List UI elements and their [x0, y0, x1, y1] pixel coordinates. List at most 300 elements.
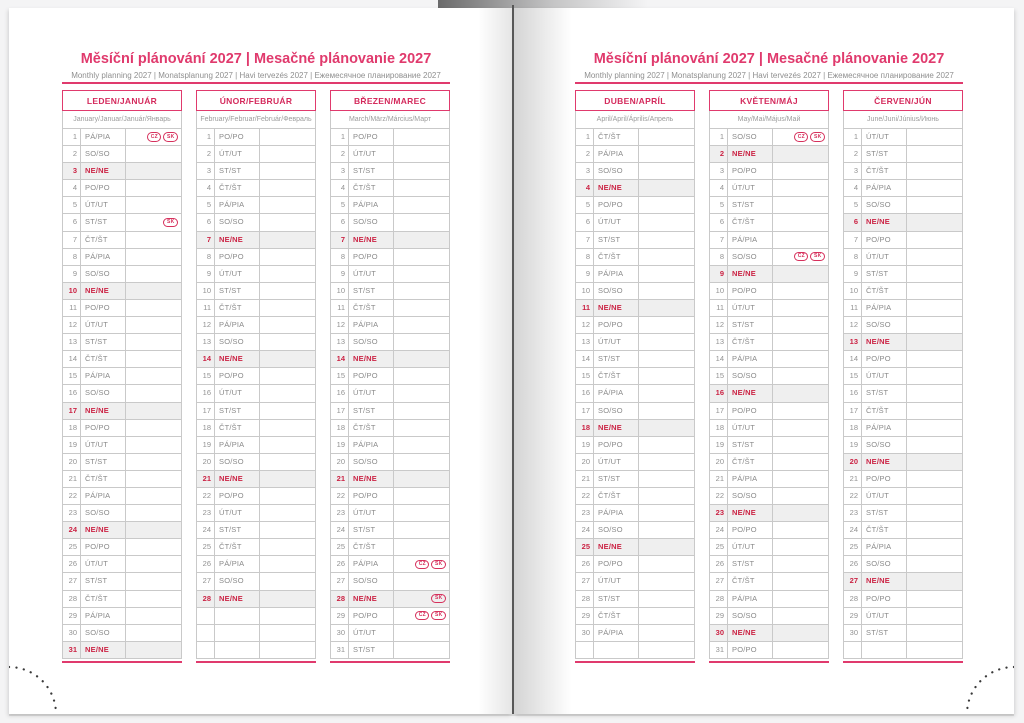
day-number: 10	[331, 283, 349, 299]
day-number: 8	[331, 249, 349, 265]
day-number: 30	[576, 625, 594, 641]
calendar-row	[63, 214, 181, 231]
day-number: 13	[331, 334, 349, 350]
day-abbrev: NE/NE	[81, 403, 126, 419]
day-abbrev: PO/PO	[728, 642, 773, 658]
day-number: 23	[844, 505, 862, 521]
calendar-row	[331, 214, 449, 231]
notes-cell	[907, 146, 962, 162]
day-abbrev: PO/PO	[728, 522, 773, 538]
day-number: 2	[844, 146, 862, 162]
notes-cell	[126, 163, 181, 179]
holiday-badge-sk: SK	[810, 252, 825, 262]
calendar-row	[331, 146, 449, 163]
month-header: ÚNOR/FEBRUÁR	[196, 90, 316, 111]
notes-cell	[639, 403, 694, 419]
notes-cell	[394, 300, 449, 316]
notes-cell	[394, 608, 449, 624]
day-abbrev: NE/NE	[594, 180, 639, 196]
day-number: 25	[331, 539, 349, 555]
day-abbrev: NE/NE	[81, 642, 126, 658]
day-number: 16	[576, 385, 594, 401]
notes-cell	[639, 334, 694, 350]
calendar-row	[576, 283, 694, 300]
day-abbrev: SO/SO	[862, 317, 907, 333]
notes-cell	[639, 642, 694, 658]
day-number: 2	[63, 146, 81, 162]
holiday-badge-sk: SK	[163, 132, 178, 142]
calendar-row	[576, 317, 694, 334]
day-number: 29	[63, 608, 81, 624]
day-number: 29	[331, 608, 349, 624]
notes-cell	[394, 573, 449, 589]
notes-cell	[639, 556, 694, 572]
calendar-row	[331, 197, 449, 214]
day-abbrev	[862, 642, 907, 658]
notes-cell	[907, 300, 962, 316]
day-abbrev: ČT/ŠT	[862, 403, 907, 419]
notes-cell	[773, 146, 828, 162]
day-abbrev: NE/NE	[594, 539, 639, 555]
day-number: 5	[197, 197, 215, 213]
calendar-row	[197, 129, 315, 146]
day-number: 18	[844, 420, 862, 436]
calendar-row	[844, 368, 962, 385]
day-number: 6	[63, 214, 81, 230]
calendar-row	[710, 317, 828, 334]
notes-cell	[773, 591, 828, 607]
notes-cell	[126, 334, 181, 350]
day-abbrev: NE/NE	[215, 591, 260, 607]
day-number: 20	[576, 454, 594, 470]
calendar-row	[197, 385, 315, 402]
day-abbrev: NE/NE	[81, 283, 126, 299]
day-number: 30	[331, 625, 349, 641]
page-title: Měsíční plánování 2027 | Mesačné plánovanie 2027	[593, 51, 945, 67]
day-number: 1	[710, 129, 728, 145]
notes-cell	[907, 437, 962, 453]
day-number: 20	[63, 454, 81, 470]
calendar-row	[63, 129, 181, 146]
day-number: 4	[331, 180, 349, 196]
day-abbrev: ÚT/UT	[862, 608, 907, 624]
day-number: 29	[844, 608, 862, 624]
notes-cell	[773, 573, 828, 589]
calendar-row-blank	[844, 642, 962, 659]
notes-cell	[394, 266, 449, 282]
notes-cell	[639, 420, 694, 436]
notes-cell	[907, 488, 962, 504]
day-abbrev: ÚT/UT	[349, 385, 394, 401]
notes-cell	[126, 454, 181, 470]
notes-cell	[126, 608, 181, 624]
day-abbrev: SO/SO	[728, 249, 773, 265]
calendar-row	[63, 197, 181, 214]
day-abbrev: PO/PO	[728, 403, 773, 419]
book-bottom-edge	[9, 714, 1014, 716]
notes-cell	[260, 471, 315, 487]
calendar-row	[576, 591, 694, 608]
day-abbrev: SO/SO	[81, 385, 126, 401]
day-abbrev: SO/SO	[349, 214, 394, 230]
day-abbrev: NE/NE	[728, 146, 773, 162]
day-number: 11	[576, 300, 594, 316]
calendar-row	[576, 471, 694, 488]
calendar-row	[710, 283, 828, 300]
day-abbrev: NE/NE	[728, 625, 773, 641]
holiday-badge-sk: SK	[163, 218, 178, 228]
notes-cell	[260, 351, 315, 367]
notes-cell	[126, 351, 181, 367]
day-number: 7	[710, 232, 728, 248]
day-abbrev: ST/ST	[215, 283, 260, 299]
day-abbrev: PÁ/PIA	[594, 385, 639, 401]
day-abbrev: PÁ/PIA	[862, 420, 907, 436]
day-number: 21	[576, 471, 594, 487]
day-number: 26	[710, 556, 728, 572]
day-abbrev: ST/ST	[81, 334, 126, 350]
notes-cell	[907, 317, 962, 333]
day-abbrev: ÚT/UT	[862, 368, 907, 384]
month-underline	[330, 661, 450, 664]
day-number: 11	[197, 300, 215, 316]
day-abbrev: PO/PO	[81, 300, 126, 316]
notes-cell	[639, 608, 694, 624]
month-table-kveten-maj	[709, 90, 829, 663]
notes-cell	[126, 368, 181, 384]
day-number: 21	[197, 471, 215, 487]
day-number: 26	[576, 556, 594, 572]
day-number: 30	[710, 625, 728, 641]
day-abbrev: PÁ/PIA	[81, 608, 126, 624]
corner-perforation-arc	[9, 654, 69, 714]
day-number: 7	[331, 232, 349, 248]
day-number: 5	[63, 197, 81, 213]
calendar-row	[844, 317, 962, 334]
day-abbrev: ÚT/UT	[349, 505, 394, 521]
notes-cell	[907, 471, 962, 487]
day-abbrev: PÁ/PIA	[215, 556, 260, 572]
day-abbrev: PÁ/PIA	[728, 232, 773, 248]
day-number: 2	[197, 146, 215, 162]
notes-cell	[639, 351, 694, 367]
day-number: 2	[710, 146, 728, 162]
day-abbrev: ÚT/UT	[728, 180, 773, 196]
calendar-row	[844, 385, 962, 402]
day-number: 22	[844, 488, 862, 504]
calendar-row	[576, 420, 694, 437]
day-abbrev: ST/ST	[81, 454, 126, 470]
day-number: 22	[63, 488, 81, 504]
day-abbrev: PÁ/PIA	[862, 180, 907, 196]
calendar-row	[844, 403, 962, 420]
day-number: 28	[331, 591, 349, 607]
day-abbrev: PO/PO	[349, 129, 394, 145]
month-header: DUBEN/APRÍL	[575, 90, 695, 111]
calendar-row	[710, 368, 828, 385]
day-number: 28	[63, 591, 81, 607]
day-number: 1	[844, 129, 862, 145]
day-number: 23	[576, 505, 594, 521]
day-number: 10	[844, 283, 862, 299]
day-number: 28	[844, 591, 862, 607]
day-abbrev: SO/SO	[728, 608, 773, 624]
notes-cell	[126, 197, 181, 213]
notes-cell	[260, 642, 315, 658]
holiday-badge-cz: CZ	[415, 560, 429, 570]
calendar-row	[710, 146, 828, 163]
notes-cell	[639, 317, 694, 333]
month-table-brezen-marec	[330, 90, 450, 663]
day-number: 23	[710, 505, 728, 521]
day-abbrev: PO/PO	[594, 197, 639, 213]
calendar-row	[197, 454, 315, 471]
day-number: 2	[331, 146, 349, 162]
calendar-row	[576, 539, 694, 556]
notes-cell	[907, 522, 962, 538]
day-abbrev: ČT/ŠT	[728, 573, 773, 589]
notes-cell	[907, 249, 962, 265]
notes-cell	[773, 454, 828, 470]
corner-perforation-arc	[954, 654, 1014, 714]
notes-cell	[773, 129, 828, 145]
day-number: 16	[710, 385, 728, 401]
day-abbrev: ÚT/UT	[862, 129, 907, 145]
page-subtitle: Monthly planning 2027 | Monatsplanung 2027 | Havi tervezés 2027 | Ежемесячное планирование 2027	[584, 71, 954, 80]
day-number: 16	[331, 385, 349, 401]
calendar-row	[63, 146, 181, 163]
calendar-row	[576, 214, 694, 231]
day-abbrev: PO/PO	[594, 556, 639, 572]
day-abbrev: ČT/ŠT	[862, 522, 907, 538]
calendar-row	[331, 385, 449, 402]
notes-cell	[394, 522, 449, 538]
day-number: 3	[63, 163, 81, 179]
day-abbrev: PÁ/PIA	[349, 197, 394, 213]
holiday-badge-sk: SK	[431, 611, 446, 621]
notes-cell	[394, 591, 449, 607]
day-abbrev: PÁ/PIA	[594, 146, 639, 162]
day-number: 22	[576, 488, 594, 504]
day-number: 6	[710, 214, 728, 230]
day-number: 13	[576, 334, 594, 350]
calendar-row	[576, 368, 694, 385]
day-number: 11	[844, 300, 862, 316]
day-number: 23	[331, 505, 349, 521]
month-subtitle: June/Juni/Június/Июнь	[843, 111, 963, 129]
calendar-row	[63, 471, 181, 488]
day-number: 13	[710, 334, 728, 350]
calendar-row	[63, 625, 181, 642]
notes-cell	[394, 625, 449, 641]
calendar-row	[63, 505, 181, 522]
day-abbrev: ST/ST	[728, 437, 773, 453]
month-subtitle: May/Mai/Május/Май	[709, 111, 829, 129]
day-abbrev: PO/PO	[349, 368, 394, 384]
calendar-row	[197, 266, 315, 283]
calendar-row	[331, 351, 449, 368]
month-subtitle: April/April/Április/Апрель	[575, 111, 695, 129]
day-abbrev: NE/NE	[349, 471, 394, 487]
notes-cell	[639, 454, 694, 470]
notes-cell	[260, 488, 315, 504]
day-number: 11	[63, 300, 81, 316]
calendar-row	[844, 488, 962, 505]
calendar-row	[844, 591, 962, 608]
day-abbrev: NE/NE	[349, 591, 394, 607]
notes-cell	[260, 454, 315, 470]
day-abbrev: PÁ/PIA	[81, 129, 126, 145]
calendar-row	[63, 334, 181, 351]
notes-cell	[260, 249, 315, 265]
day-number: 30	[844, 625, 862, 641]
notes-cell	[639, 625, 694, 641]
calendar-row	[197, 249, 315, 266]
day-number: 1	[331, 129, 349, 145]
calendar-row	[197, 283, 315, 300]
day-number: 24	[710, 522, 728, 538]
notes-cell	[773, 300, 828, 316]
day-abbrev: ČT/ŠT	[594, 129, 639, 145]
calendar-row	[63, 642, 181, 659]
notes-cell	[126, 317, 181, 333]
notes-cell	[126, 625, 181, 641]
notes-cell	[394, 403, 449, 419]
calendar-row	[63, 249, 181, 266]
day-abbrev: ČT/ŠT	[728, 454, 773, 470]
calendar-row	[331, 539, 449, 556]
day-abbrev: NE/NE	[215, 351, 260, 367]
day-number: 31	[710, 642, 728, 658]
holiday-badge-sk: SK	[431, 560, 446, 570]
notes-cell	[260, 197, 315, 213]
notes-cell	[260, 232, 315, 248]
calendar-row	[710, 334, 828, 351]
day-abbrev: ÚT/UT	[594, 573, 639, 589]
day-number: 23	[63, 505, 81, 521]
calendar-row	[63, 180, 181, 197]
calendar-row	[197, 368, 315, 385]
month-body	[330, 129, 450, 659]
day-number: 9	[197, 266, 215, 282]
notes-cell	[639, 197, 694, 213]
calendar-row	[331, 249, 449, 266]
notes-cell	[260, 214, 315, 230]
day-abbrev: PO/PO	[81, 420, 126, 436]
day-number: 28	[576, 591, 594, 607]
notes-cell	[773, 334, 828, 350]
day-abbrev: PO/PO	[862, 232, 907, 248]
notes-cell	[260, 505, 315, 521]
day-number: 11	[710, 300, 728, 316]
calendar-row	[63, 300, 181, 317]
day-abbrev: PÁ/PIA	[81, 488, 126, 504]
calendar-row	[844, 266, 962, 283]
calendar-row	[576, 505, 694, 522]
day-number: 14	[710, 351, 728, 367]
day-abbrev: PO/PO	[215, 488, 260, 504]
day-number: 27	[576, 573, 594, 589]
day-abbrev: NE/NE	[594, 300, 639, 316]
day-abbrev: ÚT/UT	[215, 266, 260, 282]
calendar-row-blank	[576, 642, 694, 659]
day-number: 4	[576, 180, 594, 196]
day-number: 12	[197, 317, 215, 333]
day-number: 13	[197, 334, 215, 350]
notes-cell	[394, 146, 449, 162]
day-number: 18	[197, 420, 215, 436]
notes-cell	[126, 420, 181, 436]
notes-cell	[394, 368, 449, 384]
month-underline	[196, 661, 316, 664]
day-number: 6	[197, 214, 215, 230]
day-abbrev: SO/SO	[862, 556, 907, 572]
day-abbrev: NE/NE	[81, 163, 126, 179]
notes-cell	[773, 385, 828, 401]
day-abbrev: ČT/ŠT	[81, 471, 126, 487]
day-number: 4	[63, 180, 81, 196]
calendar-row	[331, 471, 449, 488]
day-abbrev: PO/PO	[215, 129, 260, 145]
day-abbrev: ČT/ŠT	[594, 488, 639, 504]
day-number: 15	[710, 368, 728, 384]
day-abbrev: ST/ST	[728, 317, 773, 333]
day-number: 12	[331, 317, 349, 333]
day-number: 30	[63, 625, 81, 641]
day-number: 19	[710, 437, 728, 453]
notes-cell	[639, 180, 694, 196]
notes-cell	[260, 317, 315, 333]
notes-cell	[126, 642, 181, 658]
notes-cell	[639, 591, 694, 607]
day-abbrev: SO/SO	[349, 573, 394, 589]
day-abbrev: ČT/ŠT	[594, 608, 639, 624]
day-abbrev: PO/PO	[728, 283, 773, 299]
month-table-leden-januar	[62, 90, 182, 663]
calendar-row	[197, 180, 315, 197]
notes-cell	[907, 214, 962, 230]
notes-cell	[260, 146, 315, 162]
notes-cell	[260, 283, 315, 299]
day-number: 17	[710, 403, 728, 419]
day-number: 19	[844, 437, 862, 453]
day-abbrev: SO/SO	[215, 214, 260, 230]
notes-cell	[773, 232, 828, 248]
title-rule	[575, 82, 963, 84]
calendar-row	[331, 334, 449, 351]
calendar-row	[331, 608, 449, 625]
day-number: 9	[331, 266, 349, 282]
day-abbrev: ST/ST	[349, 522, 394, 538]
day-abbrev: PÁ/PIA	[728, 471, 773, 487]
day-abbrev: PÁ/PIA	[728, 351, 773, 367]
calendar-row	[197, 334, 315, 351]
day-number: 18	[331, 420, 349, 436]
day-number: 2	[576, 146, 594, 162]
notes-cell	[394, 317, 449, 333]
notes-cell	[907, 368, 962, 384]
notes-cell	[773, 522, 828, 538]
day-number: 19	[63, 437, 81, 453]
day-number: 15	[331, 368, 349, 384]
day-number: 27	[331, 573, 349, 589]
day-abbrev: NE/NE	[862, 573, 907, 589]
notes-cell	[394, 180, 449, 196]
day-abbrev: ST/ST	[215, 163, 260, 179]
notes-cell	[907, 420, 962, 436]
day-abbrev: ST/ST	[215, 403, 260, 419]
notes-cell	[773, 420, 828, 436]
